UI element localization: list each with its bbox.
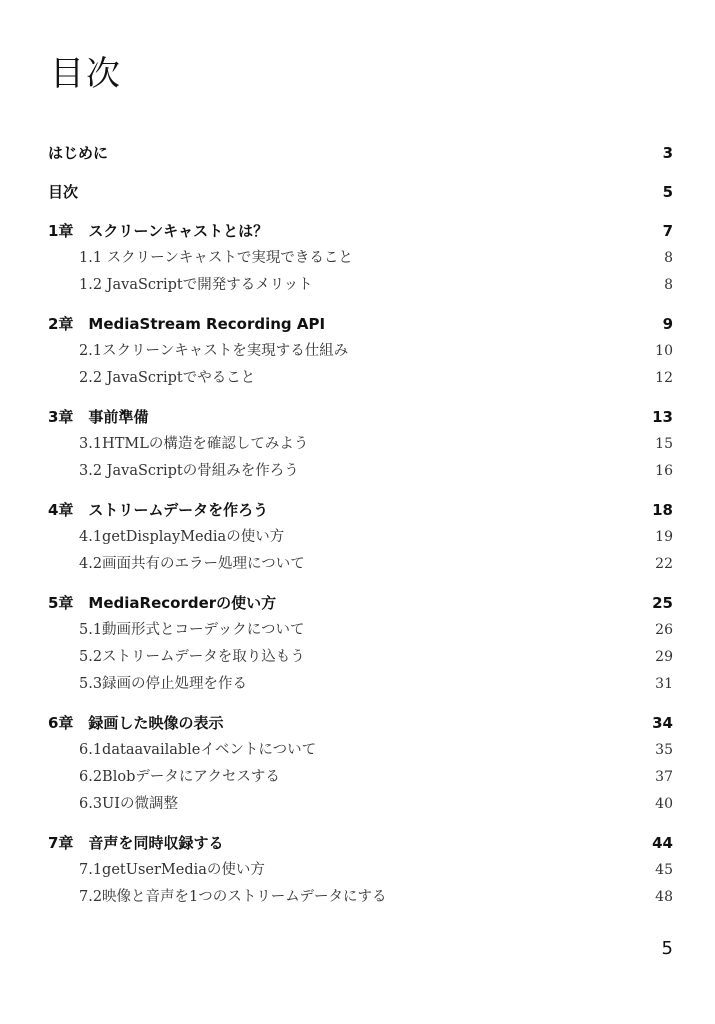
toc-entry-label: 7.1getUserMediaの使い方 <box>79 862 265 878</box>
toc-entry-section-6-3[interactable] <box>48 791 673 818</box>
toc-entry-chapter-2[interactable] <box>48 311 673 338</box>
toc-entry-chapter-7[interactable] <box>48 830 673 857</box>
toc-entry-section-7-1[interactable] <box>48 857 673 884</box>
toc-entry-label: 3章 事前準備 <box>48 408 149 426</box>
toc-entry-section-2-1[interactable] <box>48 338 673 365</box>
toc-entry-section-3-1[interactable] <box>48 431 673 458</box>
toc-entry-label: 5.3録画の停止処理を作る <box>79 676 248 692</box>
toc-entry-label: 4.1getDisplayMediaの使い方 <box>79 529 285 545</box>
toc-entry-page: 34 <box>652 714 673 732</box>
table-of-contents <box>48 140 673 911</box>
toc-entry-page: 16 <box>655 463 673 479</box>
toc-entry-label: 4.2画面共有のエラー処理について <box>79 556 305 572</box>
toc-entry-chapter-5[interactable] <box>48 590 673 617</box>
toc-entry-page: 8 <box>664 277 673 293</box>
toc-entry-page: 40 <box>655 796 673 812</box>
toc-entry-label: 1.2 JavaScriptで開発するメリット <box>79 277 313 293</box>
toc-entry-section-5-1[interactable] <box>48 617 673 644</box>
toc-entry-page: 29 <box>655 649 673 665</box>
toc-entry-label: 5.1動画形式とコーデックについて <box>79 622 305 638</box>
toc-entry-page: 45 <box>655 862 673 878</box>
toc-entry-page: 25 <box>652 594 673 612</box>
toc-entry-page: 48 <box>655 889 673 905</box>
toc-entry-chapter-6[interactable] <box>48 710 673 737</box>
toc-entry-section-4-1[interactable] <box>48 524 673 551</box>
toc-entry-page: 19 <box>655 529 673 545</box>
toc-entry-section-6-2[interactable] <box>48 764 673 791</box>
toc-entry-chapter-1[interactable] <box>48 218 673 245</box>
toc-entry-section-5-2[interactable] <box>48 644 673 671</box>
toc-entry-section-2-2[interactable] <box>48 365 673 392</box>
toc-entry-label: はじめに <box>48 144 109 162</box>
toc-entry-label: 4章 ストリームデータを作ろう <box>48 501 269 519</box>
toc-entry-label: 1章 スクリーンキャストとは？ <box>48 222 269 240</box>
toc-entry-page: 15 <box>655 436 673 452</box>
toc-entry-label: 7章 音声を同時収録する <box>48 834 224 852</box>
toc-entry-section-3-2[interactable] <box>48 458 673 485</box>
toc-entry-chapter-4[interactable] <box>48 497 673 524</box>
toc-entry-page: 31 <box>655 676 673 692</box>
toc-entry-page: 44 <box>652 834 673 852</box>
toc-entry-chapter-3[interactable] <box>48 404 673 431</box>
toc-entry-page: 12 <box>655 370 673 386</box>
toc-entry-page: 13 <box>652 408 673 426</box>
toc-entry-page: 5 <box>662 183 673 201</box>
toc-entry-page: 35 <box>655 742 673 758</box>
toc-entry-page: 3 <box>662 144 673 162</box>
toc-entry-label: 2.2 JavaScriptでやること <box>79 370 256 386</box>
toc-entry-label: 2.1スクリーンキャストを実現する仕組み <box>79 343 349 359</box>
toc-entry-label: 5章 MediaRecorderの使い方 <box>48 594 277 612</box>
toc-entry-section-5-3[interactable] <box>48 671 673 698</box>
toc-entry-label: 3.1HTMLの構造を確認してみよう <box>79 436 309 452</box>
toc-entry-section-7-2[interactable] <box>48 884 673 911</box>
toc-entry-page: 7 <box>662 222 673 240</box>
toc-entry-label: 6.3UIの微調整 <box>79 796 179 812</box>
toc-entry-page: 9 <box>662 315 673 333</box>
toc-entry-page: 18 <box>652 501 673 519</box>
toc-entry-page: 22 <box>655 556 673 572</box>
toc-entry-page: 26 <box>655 622 673 638</box>
toc-entry-label: 3.2 JavaScriptの骨組みを作ろう <box>79 463 299 479</box>
toc-entry-contents[interactable] <box>48 179 673 206</box>
toc-entry-page: 10 <box>655 343 673 359</box>
page-number: 5 <box>661 938 673 959</box>
toc-entry-page: 37 <box>655 769 673 785</box>
toc-entry-label: 目次 <box>48 183 79 201</box>
toc-entry-section-4-2[interactable] <box>48 551 673 578</box>
toc-entry-label: 6.2Blobデータにアクセスする <box>79 769 280 785</box>
toc-entry-label: 7.2映像と音声を1つのストリームデータにする <box>79 889 387 905</box>
toc-entry-label: 6章 録画した映像の表示 <box>48 714 224 732</box>
toc-entry-label: 5.2ストリームデータを取り込もう <box>79 649 305 665</box>
toc-entry-section-1-2[interactable] <box>48 272 673 299</box>
toc-entry-section-1-1[interactable] <box>48 245 673 272</box>
toc-entry-label: 6.1dataavailableイベントについて <box>79 742 317 758</box>
toc-entry-intro[interactable] <box>48 140 673 167</box>
toc-entry-label: 1.1 スクリーンキャストで実現できること <box>79 250 353 266</box>
toc-entry-page: 8 <box>664 250 673 266</box>
page-title: 目次 <box>50 54 122 94</box>
toc-entry-label: 2章 MediaStream Recording API <box>48 315 326 333</box>
toc-entry-section-6-1[interactable] <box>48 737 673 764</box>
